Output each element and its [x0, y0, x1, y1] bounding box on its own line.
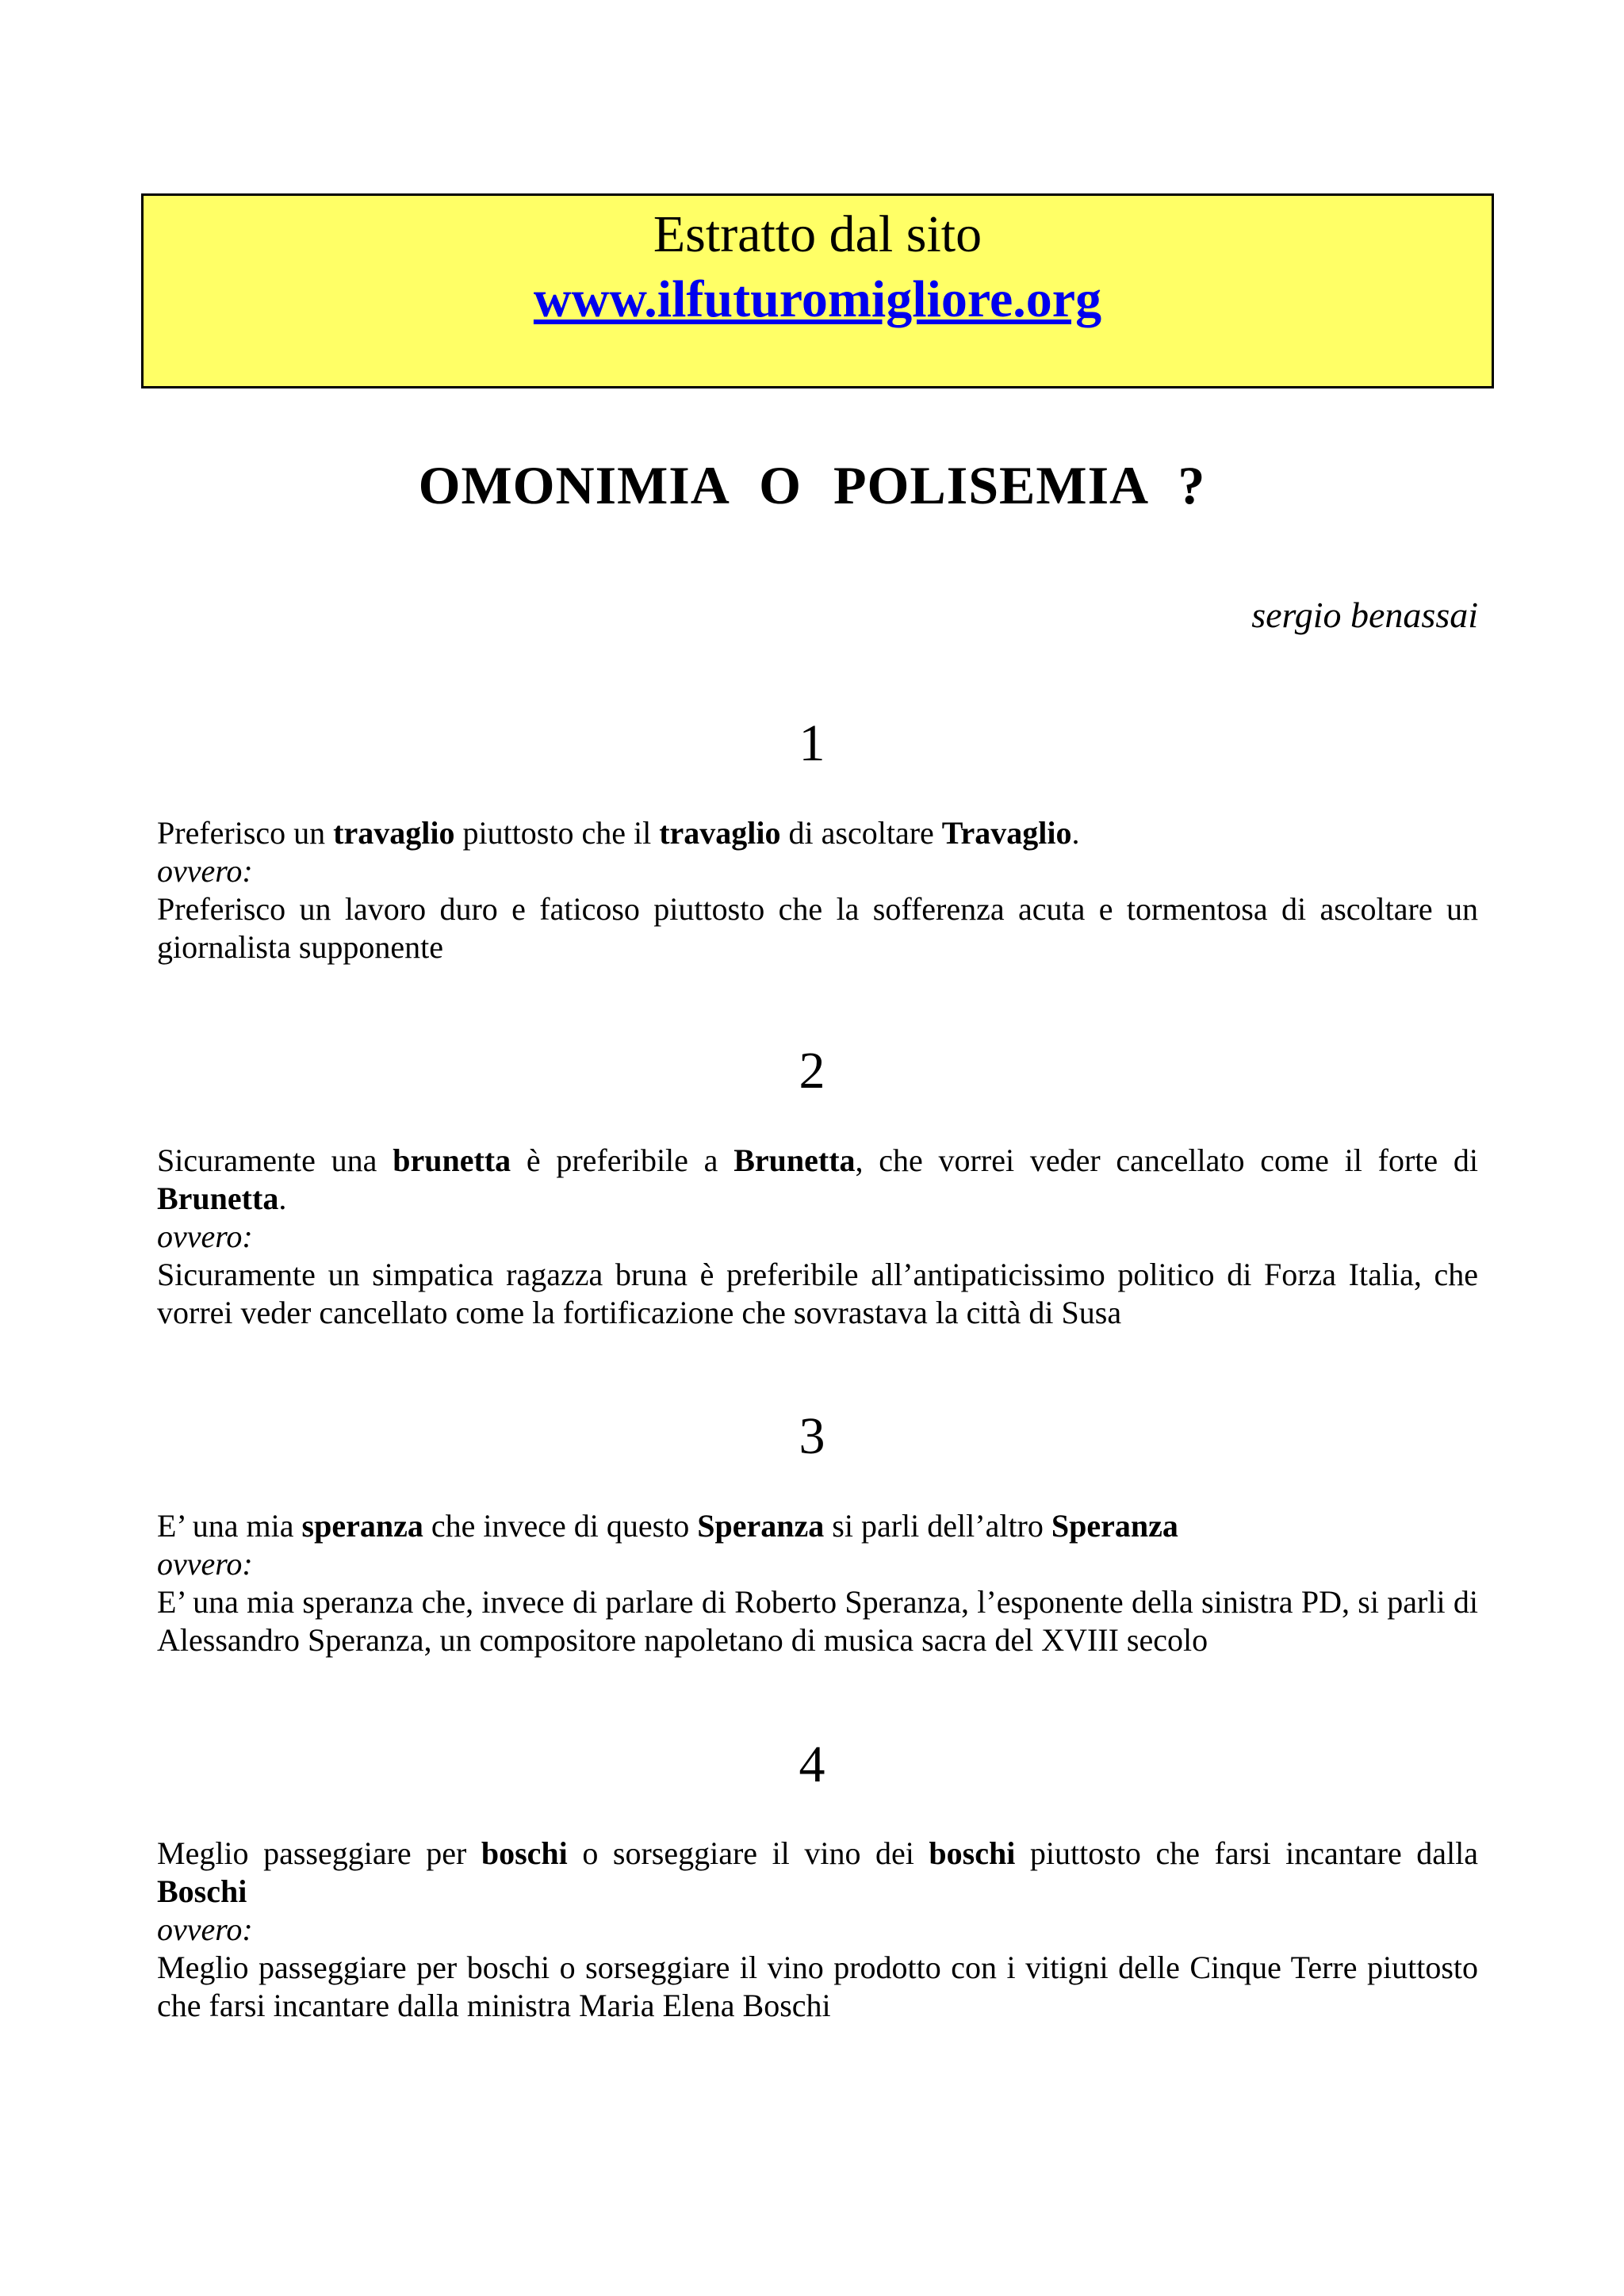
- ovvero-label: ovvero:: [157, 1219, 253, 1254]
- section-statement: Meglio passeggiare per boschi o sorseggiare il vino dei boschi piuttosto che farsi incantare dalla Boschi: [157, 1835, 1478, 1909]
- keyword: boschi: [929, 1835, 1016, 1871]
- keyword: Brunetta: [733, 1142, 856, 1178]
- ovvero-label: ovvero:: [157, 853, 253, 889]
- section-number: 2: [799, 1042, 825, 1100]
- section-statement: Preferisco un travaglio piuttosto che il travaglio di ascoltare Travaglio.: [157, 815, 1080, 851]
- section-explanation: Sicuramente un simpatica ragazza bruna è preferibile all’antipaticissimo politico di Forza Italia, che vorrei veder cancellato come la fortificazione che sovrastava la città di Susa: [157, 1257, 1478, 1330]
- keyword: Speranza: [697, 1508, 825, 1544]
- section-statement: E’ una mia speranza che invece di questo Speranza si parli dell’altro Speranza: [157, 1508, 1178, 1544]
- keyword: brunetta: [393, 1142, 511, 1178]
- section-explanation: Preferisco un lavoro duro e faticoso piuttosto che la sofferenza acuta e tormentosa di ascoltare un giornalista supponente: [157, 891, 1478, 965]
- site-link[interactable]: www.ilfuturomigliore.org: [533, 270, 1102, 328]
- section-explanation: E’ una mia speranza che, invece di parlare di Roberto Speranza, l’esponente della sinistra PD, si parli di Alessandro Speranza, un compositore napoletano di musica sacra del XVIII secolo: [157, 1584, 1478, 1658]
- ovvero-label: ovvero:: [157, 1911, 253, 1947]
- section-number: 4: [799, 1735, 825, 1793]
- keyword: Travaglio: [941, 815, 1072, 851]
- author-name: sergio benassai: [1251, 595, 1478, 635]
- keyword: travaglio: [659, 815, 781, 851]
- section-explanation: Meglio passeggiare per boschi o sorseggiare il vino prodotto con i vitigni delle Cinque Terre piuttosto che farsi incantare dalla ministra Maria Elena Boschi: [157, 1950, 1478, 2023]
- keyword: Boschi: [157, 1873, 247, 1909]
- ovvero-label: ovvero:: [157, 1546, 253, 1582]
- keyword: Speranza: [1051, 1508, 1178, 1544]
- section-number: 3: [799, 1407, 825, 1465]
- keyword: boschi: [481, 1835, 568, 1871]
- keyword: Brunetta: [157, 1181, 279, 1216]
- header-box: [141, 193, 1494, 388]
- keyword: speranza: [301, 1508, 423, 1544]
- page-title: OMONIMIA O POLISEMIA ?: [418, 455, 1206, 515]
- header-text: Estratto dal sito: [653, 205, 982, 263]
- section-statement: Sicuramente una brunetta è preferibile a Brunetta, che vorrei veder cancellato come il forte di Brunetta.: [157, 1142, 1479, 1216]
- keyword: travaglio: [333, 815, 455, 851]
- section-number: 1: [799, 714, 825, 772]
